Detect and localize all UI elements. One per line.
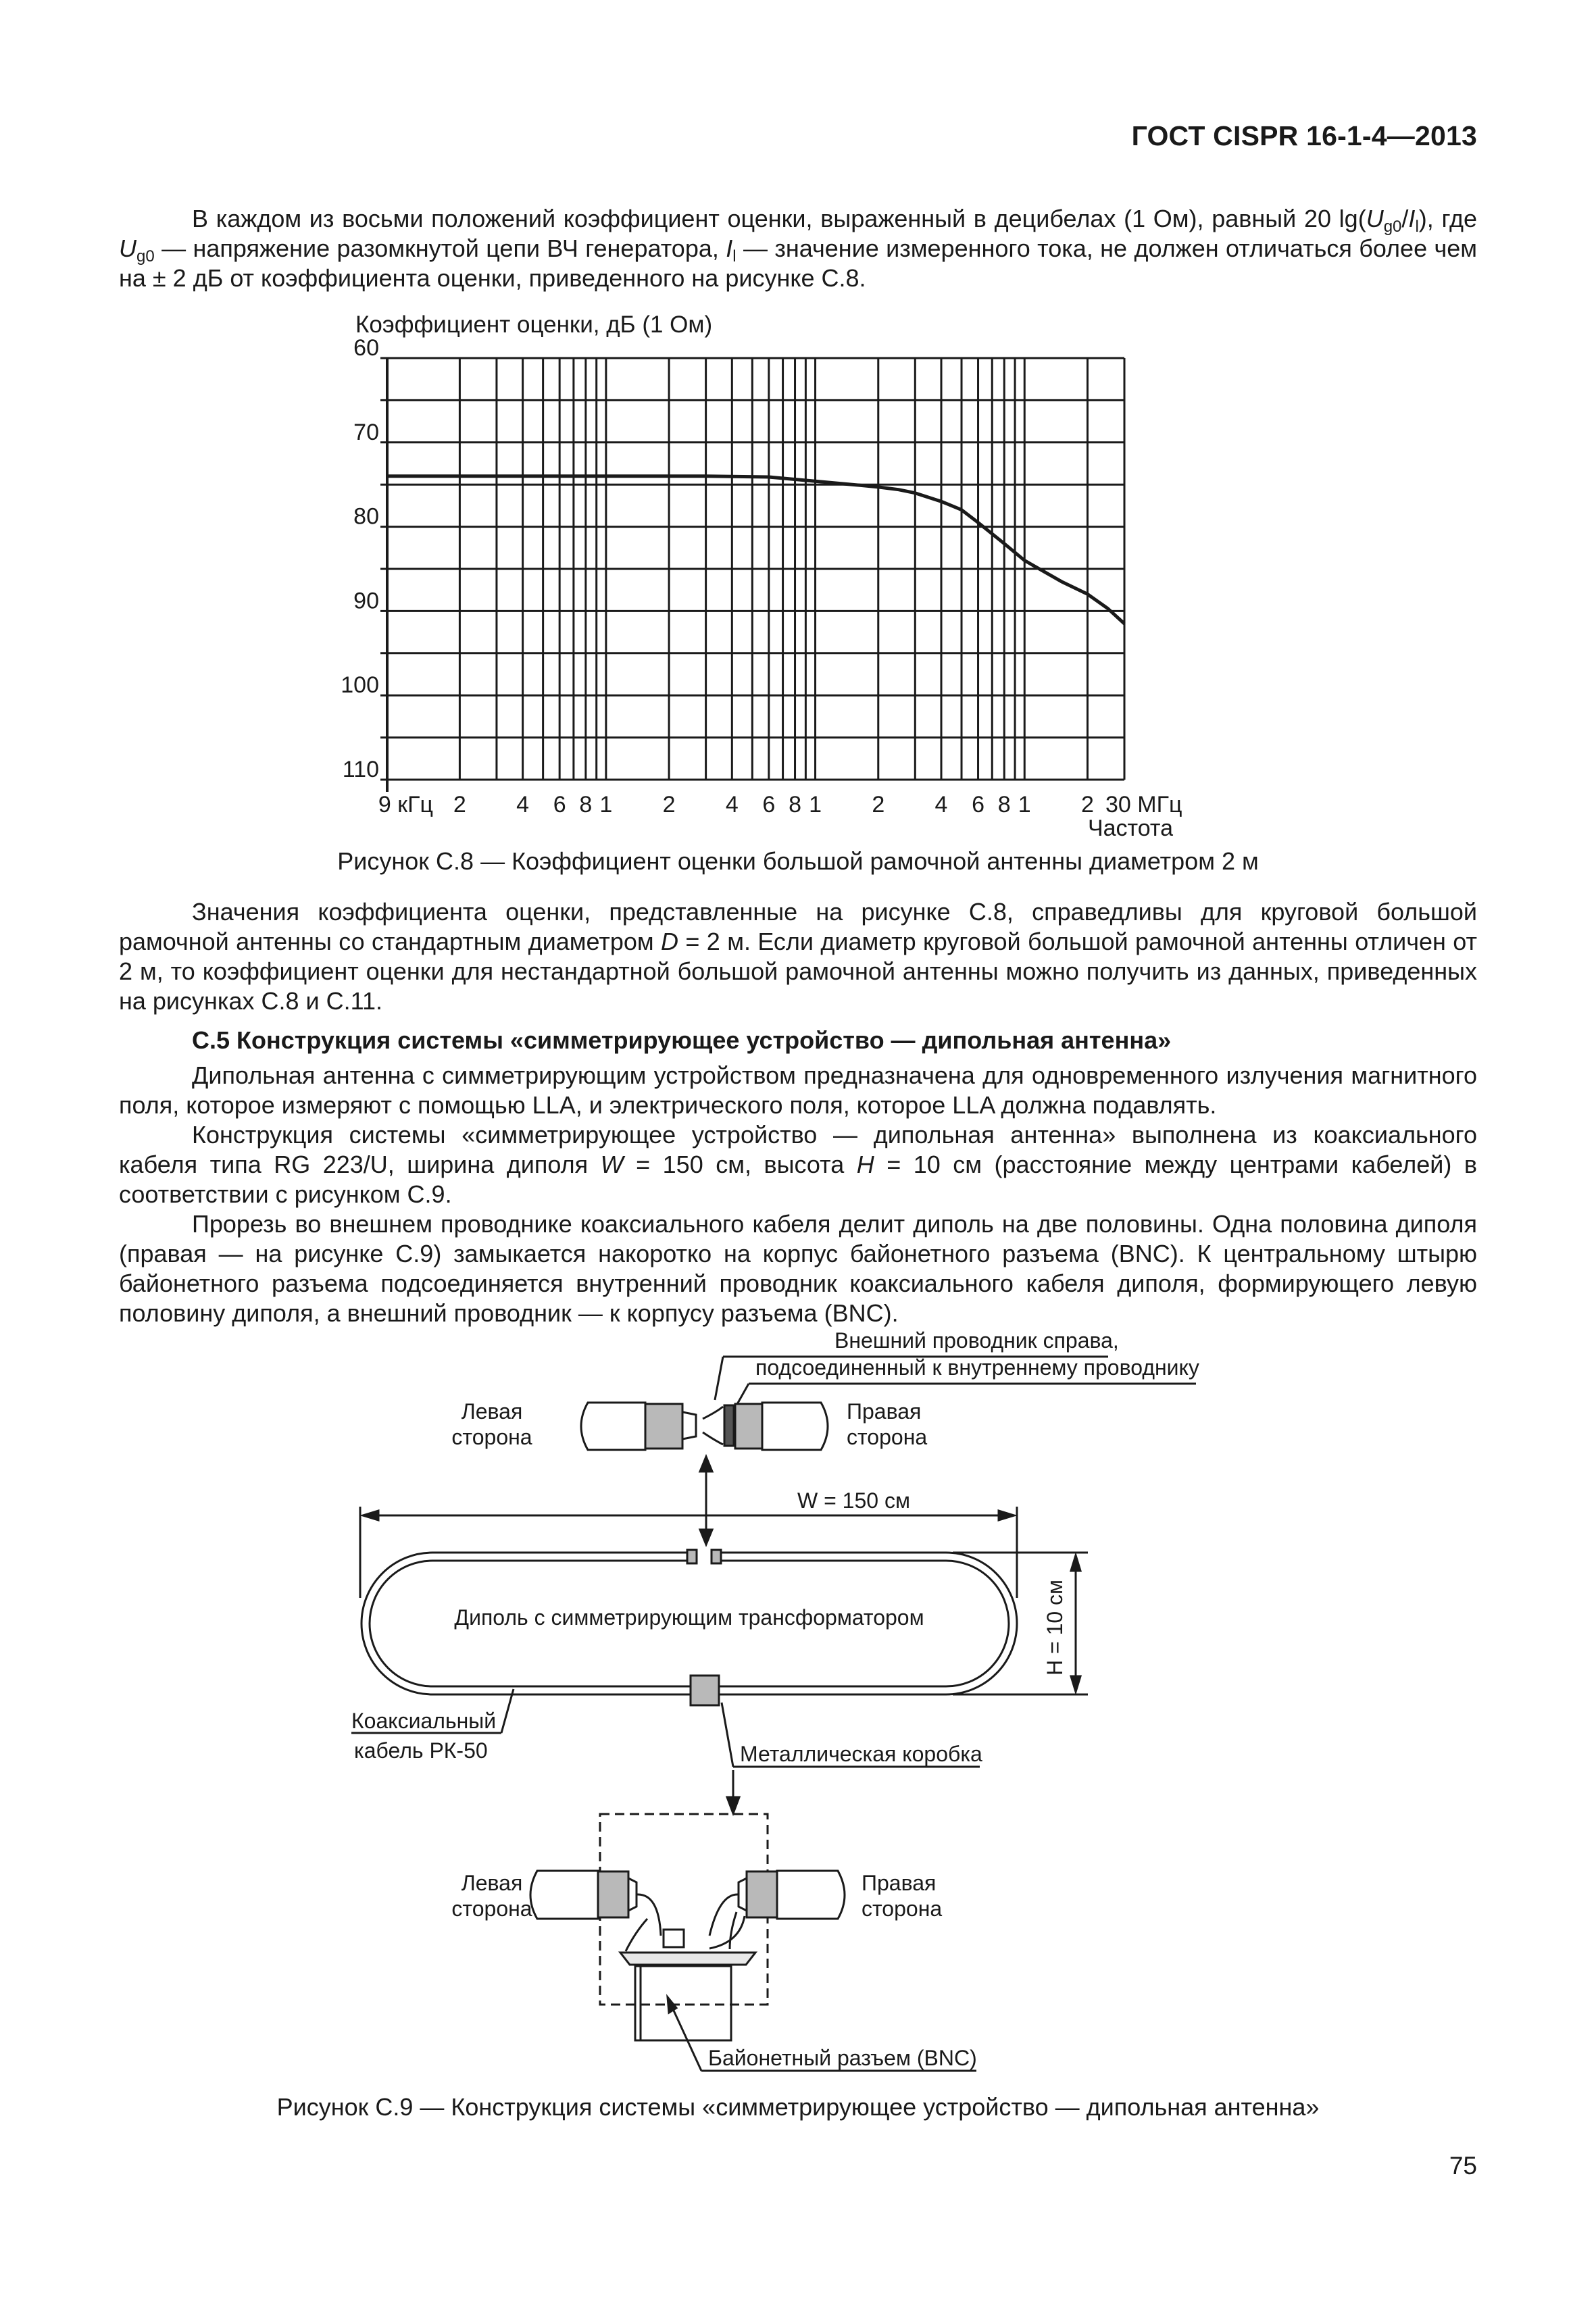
x-tick-label: 8 — [997, 792, 1011, 818]
y-tick-label: 60 — [353, 335, 379, 361]
right-cable-top — [762, 1403, 828, 1450]
leader-bnc — [670, 2003, 701, 2071]
x-tick-label: 1 — [809, 792, 822, 818]
series-line — [387, 476, 1124, 624]
x-tick-label: 6 — [762, 792, 776, 818]
right-ferrule-top — [735, 1404, 762, 1449]
label-right-side-bottom-1: Правая — [862, 1871, 937, 1895]
leader-line-outer-2 — [715, 1357, 723, 1400]
x-tick-label: 4 — [516, 792, 530, 818]
chart-y-ticks — [341, 335, 379, 782]
label-coax-line1: Коаксиальный — [351, 1709, 497, 1733]
bnc-flange — [620, 1953, 755, 1965]
label-height: H = 10 см — [1043, 1579, 1067, 1676]
x-tick-label: 9 кГц — [378, 792, 433, 818]
metal-box-on-loop — [691, 1676, 719, 1705]
x-tick-label: 8 — [579, 792, 593, 818]
x-tick-label: 2 — [872, 792, 885, 818]
y-tick-label: 100 — [341, 672, 379, 699]
x-tick-label: 6 — [553, 792, 566, 818]
label-left-side-bottom-1: Левая — [461, 1871, 523, 1895]
x-tick-label: 4 — [725, 792, 739, 818]
label-right-side-top-2: сторона — [847, 1425, 928, 1449]
right-ferrule-bottom — [747, 1871, 777, 1917]
chart-grid — [380, 358, 1124, 792]
label-outer-conductor-line2: подсоединенный к внутреннему проводнику — [755, 1355, 1199, 1380]
document-header: ГОСТ CISPR 16-1-4—2013 — [1131, 120, 1477, 151]
chart-series-layer — [387, 476, 1124, 624]
top-connector-detail — [581, 1403, 828, 1450]
figure-c8-chart — [0, 297, 1596, 845]
label-left-side-top-1: Левая — [461, 1399, 523, 1424]
label-left-side-bottom-2: сторона — [451, 1896, 532, 1921]
x-tick-label: 2 — [453, 792, 466, 818]
section-c5-heading: С.5 Конструкция системы «симметрирующее устройство — дипольная антенна» — [192, 1026, 1172, 1054]
left-ferrule-bottom — [598, 1871, 628, 1917]
paragraph-dipole: Дипольная антенна с симметрирующим устройством предназначена для одновременного излучения магнитного поля, которое измеряют с помощью LLA, и электрического поля, которое LLA должна подавлять. — [119, 1061, 1477, 1119]
y-tick-label: 110 — [342, 757, 379, 782]
left-ferrule-top — [645, 1404, 682, 1449]
right-cable-bottom — [777, 1871, 845, 1919]
left-cable-top — [581, 1403, 645, 1450]
y-tick-label: 90 — [353, 588, 379, 614]
y-tick-label: 80 — [353, 503, 379, 530]
paragraph-slot: Прорезь во внешнем проводнике коаксиального кабеля делит диполь на две половины. Одна половина диполя (правая — на рисунке С.9) замыкается накоротко на корпус байонетного разъема (BNC). К центральному штырю байонетного разъема подсоединяется внутренний проводник коаксиального кабеля диполя, формирующего левую половину диполя, а внешний проводник — к корпусу разъема (BNC). — [119, 1210, 1477, 1327]
leader-line-outer-4 — [737, 1384, 749, 1405]
leader-coax — [501, 1689, 514, 1733]
intro-text-4: — значение измеренного тока, не должен отличаться более чем на ± 2 дБ от коэффициента оценки, приведенного на рисунке С.8. — [119, 234, 1478, 292]
x-tick-label: 6 — [972, 792, 984, 818]
figure-c9-caption: Рисунок С.9 — Конструкция системы «симметрирующее устройство — дипольная антенна» — [276, 2093, 1320, 2121]
label-coax-line2: кабель РК-50 — [354, 1738, 488, 1763]
leader-metal-box — [722, 1703, 733, 1767]
x-tick-label: 8 — [789, 792, 801, 818]
x-tick-label: 4 — [934, 792, 948, 818]
label-right-side-top-1: Правая — [847, 1399, 922, 1424]
dipole-slot-left — [687, 1550, 697, 1563]
dipole-slot-right — [712, 1550, 721, 1563]
x-tick-label: 30 МГц — [1105, 792, 1182, 818]
label-bnc: Байонетный разъем (BNC) — [708, 2046, 977, 2070]
figure-c9-diagram — [0, 1324, 1596, 2223]
label-dipole-with-transformer: Диполь с симметрирующим трансформатором — [454, 1605, 924, 1630]
chart-title: Коэффициент оценки, дБ (1 Ом) — [355, 311, 713, 338]
chart-x-ticks — [378, 792, 1182, 818]
x-tick-label: 2 — [1081, 792, 1094, 818]
y-tick-label: 70 — [353, 419, 379, 445]
page-number: 75 — [1449, 2152, 1477, 2180]
paragraph-construction: Конструкция системы «симметрирующее устройство — дипольная антенна» выполнена из коаксиального кабеля типа RG 223/U, ширина диполя W = 150 см, высота H = 10 см (расстояние между центрами кабелей) в соответствии с рисунком С.9. — [119, 1121, 1477, 1208]
figure-c8-caption: Рисунок С.8 — Коэффициент оценки большой рамочной антенны диаметром 2 м — [337, 847, 1259, 875]
label-right-side-bottom-2: сторона — [862, 1896, 943, 1921]
chart-x-axis-label: Частота — [1087, 815, 1173, 841]
paragraph-c8-note: Значения коэффициента оценки, представленные на рисунке С.8, справедливы для круговой большой рамочной антенны со стандартным диаметром D = 2 м. Если диаметр круговой большой рамочной антенны отличен от 2 м, то коэффициент оценки для нестандартной большой рамочной антенны можно получить из данных, приведенных на рисунках С.8 и С.11. — [119, 898, 1477, 1015]
intro-text-1: В каждом из восьми положений коэффициент оценки, выраженный в децибелах (1 Ом), равный 20 lg( — [192, 205, 1366, 232]
label-width: W = 150 см — [797, 1488, 910, 1513]
label-outer-conductor-line1: Внешний проводник справа, — [834, 1328, 1119, 1353]
x-tick-label: 1 — [1018, 792, 1031, 818]
left-cable-bottom — [530, 1871, 598, 1919]
label-left-side-top-2: сторона — [451, 1425, 532, 1449]
intro-paragraph: В каждом из восьми положений коэффициент оценки, выраженный в децибелах (1 Ом), равный 20 $\lg(U_{g0}/I_l)$, где $U_{g0}$ — напряжение разомкнутой цепи ВЧ генератора, $I_l$ — значение измеренного тока, не должен отличаться более чем на ± 2 дБ от коэффициента оценки, приведенного на рисунке С.8. — [119, 205, 1478, 292]
x-tick-label: 1 — [599, 792, 613, 818]
label-metal-box: Металлическая коробка — [740, 1742, 982, 1766]
x-tick-label: 2 — [662, 792, 676, 818]
